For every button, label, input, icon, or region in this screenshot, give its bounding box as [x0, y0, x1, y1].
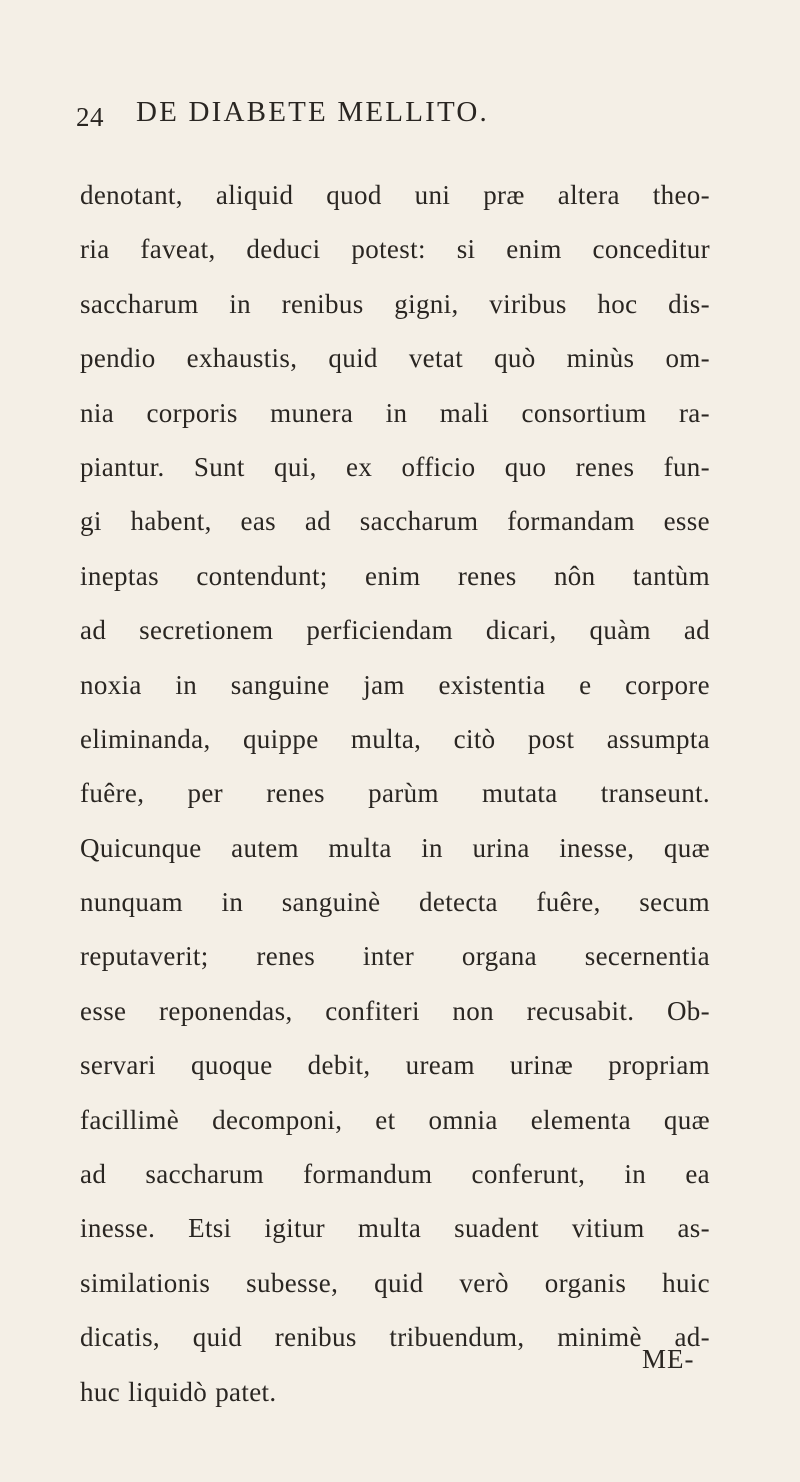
- text-line: facillimè decomponi, et omnia elementa quæ: [80, 1104, 710, 1135]
- page-number: 24: [76, 102, 104, 132]
- text-line: saccharum in renibus gigni, viribus hoc dis-: [80, 288, 710, 319]
- text-line: gi habent, eas ad saccharum formandam esse: [80, 506, 710, 537]
- text-line: piantur. Sunt qui, ex officio quo renes fun-: [80, 451, 710, 482]
- text-line: huc liquidò patet.: [80, 1376, 277, 1407]
- text-line: nunquam in sanguinè detecta fuêre, secum: [80, 887, 710, 918]
- text-line: esse reponendas, confiteri non recusabit. Ob-: [80, 995, 710, 1026]
- text-line: Quicunque autem multa in urina inesse, quæ: [80, 832, 710, 863]
- text-line: denotant, aliquid quod uni præ altera theo-: [80, 180, 710, 210]
- text-line: similationis subesse, quid verò organis huic: [80, 1267, 710, 1298]
- running-head: [76, 96, 736, 136]
- text-line: ad secretionem perficiendam dicari, quàm ad: [80, 615, 710, 646]
- text-line: ad saccharum formandum conferunt, in ea: [80, 1159, 710, 1190]
- text-line: fuêre, per renes parùm mutata transeunt.: [80, 778, 710, 809]
- text-line: ria faveat, deduci potest: si enim conceditur: [80, 234, 710, 265]
- text-line: noxia in sanguine jam existentia e corpore: [80, 669, 710, 700]
- text-line: ineptas contendunt; enim renes nôn tantùm: [80, 560, 710, 591]
- body-paragraph: [80, 168, 710, 1419]
- text-line: pendio exhaustis, quid vetat quò minùs om-: [80, 343, 710, 374]
- running-title: DE DIABETE MELLITO.: [136, 96, 489, 128]
- text-line: reputaverit; renes inter organa secernentia: [80, 941, 710, 972]
- text-line: servari quoque debit, uream urinæ propriam: [80, 1050, 710, 1081]
- text-line: eliminanda, quippe multa, citò post assumpta: [80, 723, 710, 754]
- text-line: inesse. Etsi igitur multa suadent vitium as-: [80, 1213, 710, 1244]
- catchword: ME-: [642, 1344, 695, 1374]
- text-line: dicatis, quid renibus tribuendum, minimè ad-: [80, 1322, 710, 1353]
- text-line: nia corporis munera in mali consortium ra-: [80, 397, 710, 428]
